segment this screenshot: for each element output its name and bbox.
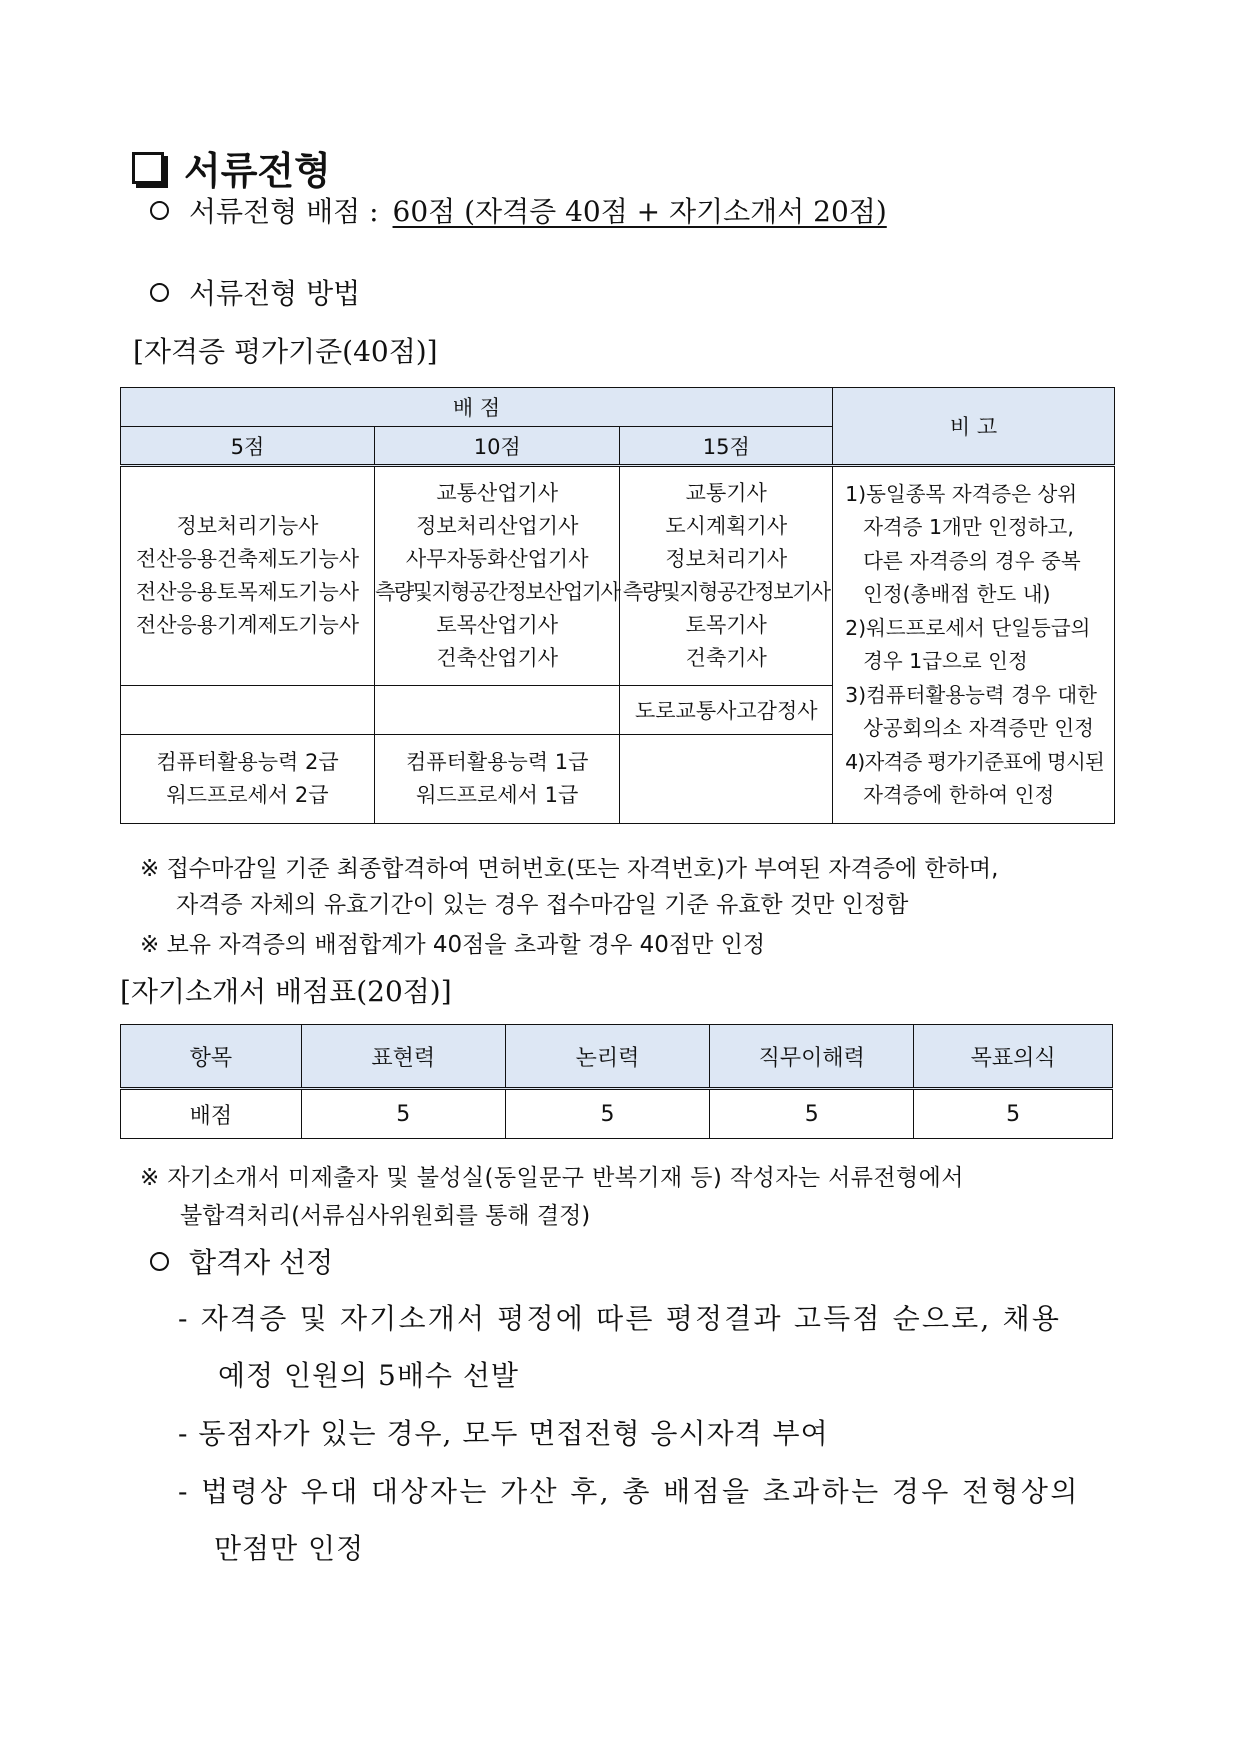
cert-5pt-cell (121, 466, 375, 686)
selection-heading (150, 1241, 333, 1281)
method-text: 서류전형 방법 (189, 277, 361, 310)
method-line (150, 272, 360, 312)
intro-score: 5 (710, 1089, 914, 1139)
cert-5pt-cell-2 (121, 735, 375, 824)
intro-score: 5 (505, 1089, 710, 1139)
selection-item-3-cont: 만점만 인정 (214, 1532, 365, 1565)
note-line: 상공회의소 자격증만 인정 (863, 716, 1094, 740)
cert-col-10: 10점 (374, 427, 619, 466)
note-line: 인정(총배점 한도 내) (863, 582, 1051, 606)
selection-title: 합격자 선정 (189, 1246, 334, 1279)
section-title (132, 140, 331, 195)
cert-item: 건축기사 (685, 646, 767, 670)
intro-heading: [자기소개서 배점표(20점)] (120, 975, 452, 1008)
cert-header-note: 비 고 (833, 388, 1115, 466)
circle-bullet-icon (150, 1252, 169, 1271)
cert-item: 전산응용건축제도기능사 (135, 547, 360, 571)
note-line: 다른 자격증의 경우 중복 (863, 548, 1081, 573)
selection-item-1: - 자격증 및 자기소개서 평정에 따른 평정결과 고득점 순으로, 채용 (178, 1302, 1062, 1335)
note-line: 3)컴퓨터활용능력 경우 대한 (845, 682, 1097, 707)
cert-item: 정보처리산업기사 (416, 514, 579, 538)
cert-item: 컴퓨터활용능력 2급 (156, 750, 339, 774)
cert-item: 워드프로세서 2급 (166, 783, 329, 807)
selection-item-3: - 법령상 우대 대상자는 가산 후, 총 배점을 초과하는 경우 전형상의 (178, 1475, 1080, 1508)
cert-item: 정보처리기사 (665, 547, 788, 571)
cert-item: 측량및지형공간정보기사 (622, 580, 830, 604)
score-value: 60점 (자격증 40점 + 자기소개서 20점) (392, 195, 887, 228)
cert-item: 워드프로세서 1급 (416, 783, 579, 807)
note-line: 4)자격증 평가기준표에 명시된 (845, 749, 1104, 774)
cert-item: 건축산업기사 (436, 646, 559, 670)
cert-col-15: 15점 (620, 427, 833, 466)
cert-item: 교통산업기사 (436, 481, 559, 505)
cert-table (120, 387, 1115, 824)
cert-col-5: 5점 (121, 427, 375, 466)
intro-table (120, 1024, 1113, 1139)
cert-note-1-cont: 자격증 자체의 유효기간이 있는 경우 접수마감일 기준 유효한 것만 인정함 (176, 892, 909, 918)
cert-heading: [자격증 평가기준(40점)] (133, 335, 438, 368)
intro-header-expression: 표현력 (301, 1025, 505, 1089)
intro-header-item: 항목 (121, 1025, 302, 1089)
cert-item: 전산응용토목제도기능사 (135, 580, 360, 604)
cert-item: 사무자동화산업기사 (405, 547, 589, 571)
note-line: 2)워드프로세서 단일등급의 (845, 615, 1091, 640)
selection-item-2: - 동점자가 있는 경우, 모두 면접전형 응시자격 부여 (178, 1417, 829, 1450)
circle-bullet-icon (150, 283, 169, 302)
cert-note-1: ※ 접수마감일 기준 최종합격하여 면허번호(또는 자격번호)가 부여된 자격증에 한하며, (140, 856, 999, 882)
score-label: 서류전형 배점 : (189, 195, 379, 228)
note-line: 자격증 1개만 인정하고, (863, 515, 1074, 539)
cert-item: 토목기사 (685, 613, 767, 637)
intro-row-label: 배점 (121, 1089, 302, 1139)
intro-header-logic: 논리력 (505, 1025, 710, 1089)
empty-cell (121, 686, 375, 735)
empty-cell (374, 686, 619, 735)
cert-item: 토목산업기사 (436, 613, 559, 637)
cert-item: 컴퓨터활용능력 1급 (406, 750, 589, 774)
cert-item: 도시계획기사 (665, 514, 788, 538)
selection-item-1-cont: 예정 인원의 5배수 선발 (218, 1359, 519, 1392)
cert-notes-cell (833, 466, 1115, 824)
intro-note-cont: 불합격처리(서류심사위원회를 통해 결정) (180, 1203, 591, 1229)
intro-note: ※ 자기소개서 미제출자 및 불성실(동일문구 반복기재 등) 작성자는 서류전형에서 (140, 1165, 964, 1191)
note-line: 1)동일종목 자격증은 상위 (845, 481, 1078, 506)
cert-header-score: 배 점 (121, 388, 833, 427)
cert-item: 도로교통사고감정사 (620, 686, 833, 735)
cert-item: 전산응용기계제도기능사 (135, 613, 360, 637)
score-line (150, 190, 887, 230)
cert-15pt-cell (620, 466, 833, 686)
note-line: 경우 1급으로 인정 (863, 649, 1028, 673)
cert-10pt-cell-2 (374, 735, 619, 824)
intro-header-job: 직무이해력 (710, 1025, 914, 1089)
cert-item: 측량및지형공간정보산업기사 (375, 580, 620, 604)
circle-bullet-icon (150, 201, 169, 220)
intro-score: 5 (914, 1089, 1113, 1139)
cert-item: 정보처리기능사 (176, 514, 319, 538)
intro-header-goal: 목표의식 (914, 1025, 1113, 1089)
cert-note-2: ※ 보유 자격증의 배점합계가 40점을 초과할 경우 40점만 인정 (140, 932, 766, 958)
square-bullet-icon (132, 152, 164, 184)
section-title-text: 서류전형 (184, 149, 331, 193)
cert-10pt-cell (374, 466, 619, 686)
empty-cell (620, 735, 833, 824)
intro-score: 5 (301, 1089, 505, 1139)
note-line: 자격증에 한하여 인정 (863, 783, 1055, 807)
cert-item: 교통기사 (685, 481, 767, 505)
